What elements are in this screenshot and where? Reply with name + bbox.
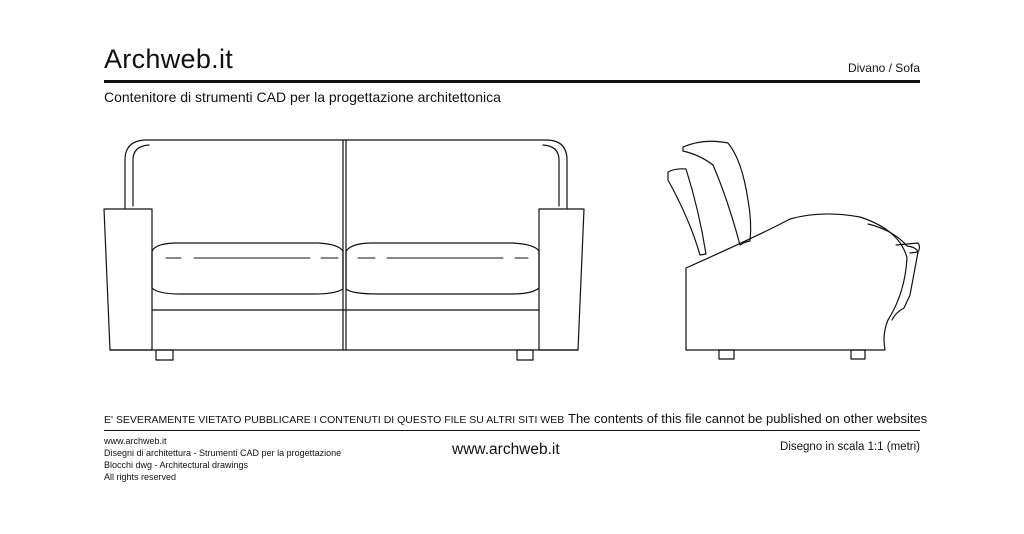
- front-left-arm: [104, 209, 152, 350]
- notice-italian: E' SEVERAMENTE VIETATO PUBBLICARE I CONTENUTI DI QUESTO FILE SU ALTRI SITI WEB: [104, 414, 565, 426]
- footer-rule: [104, 430, 920, 431]
- scale-note: Disegno in scala 1:1 (metri): [780, 441, 920, 453]
- footer-website[interactable]: www.archweb.it: [452, 441, 560, 458]
- front-right-foot: [517, 350, 533, 360]
- front-right-cushion: [346, 243, 539, 294]
- header-subtitle: Contenitore di strumenti CAD per la progettazione architettonica: [104, 89, 501, 105]
- footer-line: www.archweb.it: [104, 436, 167, 446]
- sofa-side-view: [668, 141, 920, 359]
- side-body: [686, 214, 907, 350]
- side-arm-front: [868, 224, 918, 320]
- front-left-cushion: [152, 243, 343, 294]
- side-left-foot: [719, 350, 734, 359]
- side-arm-cap: [896, 243, 920, 253]
- side-back-cushion-rear: [668, 169, 706, 255]
- sofa-front-view: [104, 140, 584, 360]
- side-right-foot: [851, 350, 865, 359]
- front-right-arm: [539, 209, 584, 350]
- footer-line: Blocchi dwg - Architectural drawings: [104, 460, 249, 470]
- front-backrest-inner-right: [543, 145, 559, 206]
- notice-english: The contents of this file cannot be published on other websites: [568, 411, 928, 426]
- footer-line: Disegni di architettura - Strumenti CAD per la progettazione: [104, 448, 342, 458]
- front-left-foot: [156, 350, 173, 360]
- brand-title: Archweb.it: [104, 44, 234, 74]
- drawing-category: Divano / Sofa: [847, 61, 920, 75]
- footer-line: All rights reserved: [104, 472, 177, 482]
- front-backrest-inner-left: [133, 145, 149, 206]
